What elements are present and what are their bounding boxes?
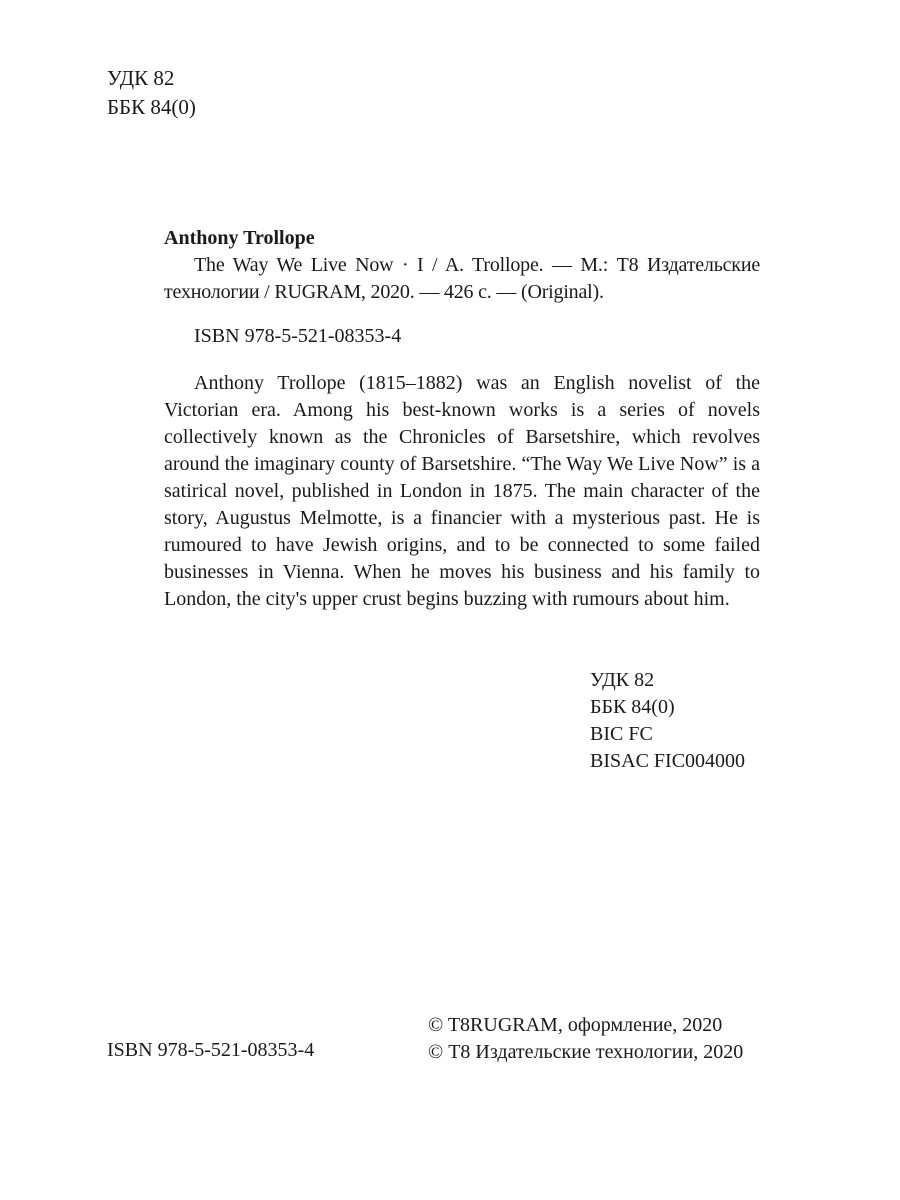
author-name: Anthony Trollope: [164, 227, 315, 249]
copyright-notices: [428, 1012, 743, 1066]
copyright-publisher: © Т8 Издательские технологии, 2020: [428, 1041, 744, 1063]
isbn-number: ISBN 978-5-521-08353-4: [194, 325, 402, 347]
udk-code: УДК 82: [107, 66, 175, 90]
annotation-text: Anthony Trollope (1815–1882) was an English novelist of the Victorian era. Among his best-known works is a series of novels collectively known as the Chronicles of Barsetshire, which revolves around the imaginary county of Barsetshire. “The Way We Live Now” is a satirical novel, published in London in 1875. The main character of the story, Augustus Melmotte, is a financier with a mysterious past. He is rumoured to have Jewish origins, and to be connected to some failed businesses in Vienna. When he moves his business and his family to London, the city's upper crust begins buzzing with rumours about him.: [164, 372, 760, 610]
classification-code: ББК 84(0): [590, 696, 675, 718]
classification-code: УДК 82: [590, 669, 655, 691]
classification-code: BISAC FIC004000: [590, 750, 746, 772]
right-classification-codes: [590, 667, 745, 775]
top-classification-codes: [107, 64, 196, 122]
bibliographic-record: [164, 224, 760, 613]
bottom-isbn: ISBN 978-5-521-08353-4: [107, 1039, 315, 1061]
bibliographic-description: The Way We Live Now · I / A. Trollope. — М.: Т8 Издательские технологии / RUGRAM, 2020. — 426 с. — (Original).: [164, 254, 760, 303]
copyright-design: © T8RUGRAM, оформление, 2020: [428, 1014, 723, 1036]
classification-code: BIC FC: [590, 723, 653, 745]
bbk-code: ББК 84(0): [107, 95, 196, 119]
